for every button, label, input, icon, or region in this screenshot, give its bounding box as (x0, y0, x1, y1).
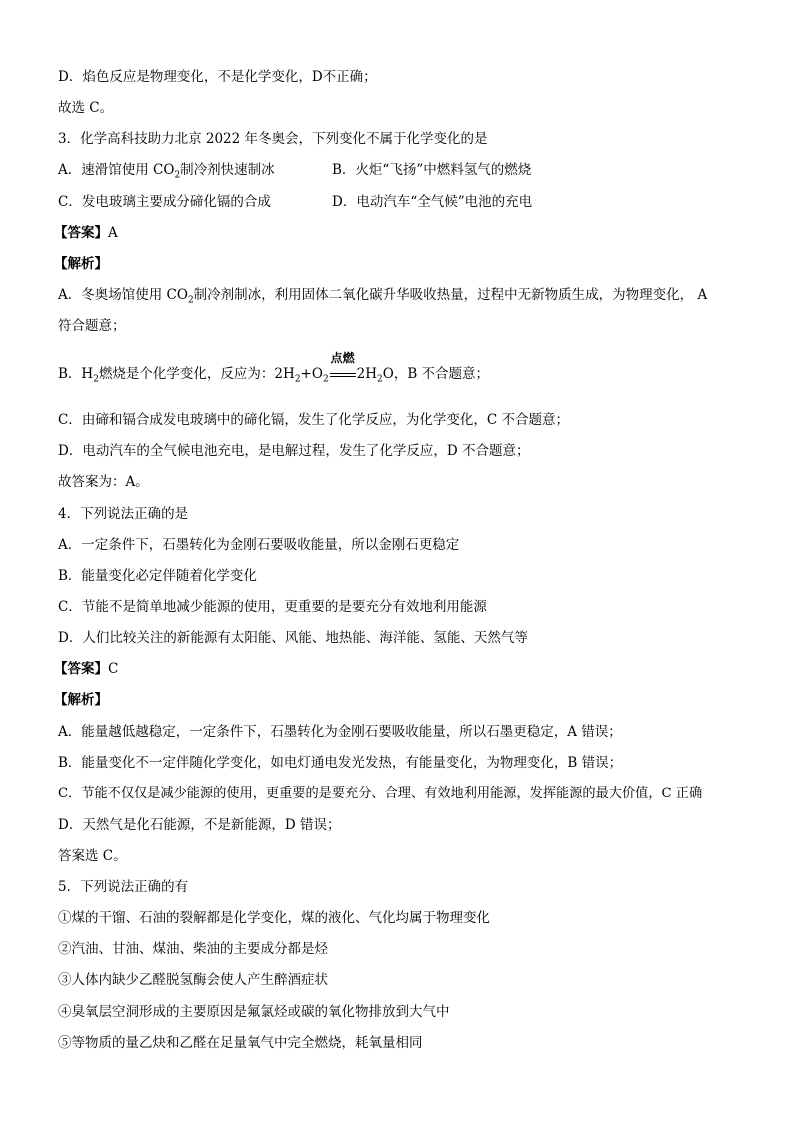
q5-statement-3: ③人体内缺少乙醛脱氢酶会使人产生醉酒症状 (58, 972, 328, 988)
q4-final-answer: 答案选 C。 (58, 848, 127, 864)
q4-explanation-b: B．能量变化不一定伴随化学变化，如电灯通电发光发热，有能量变化，为物理变化，B 错误； (58, 755, 623, 771)
q3-option-d: D．电动汽车“全气候”电池的充电 (332, 194, 533, 210)
q3-final-answer: 故答案为：A。 (58, 474, 149, 490)
q4-explanation-a: A．能量越低越稳定，一定条件下，石墨转化为金刚石要吸收能量，所以石墨更稳定，A 错误； (58, 724, 622, 740)
q3-explanation-d: D．电动汽车的全气候电池充电，是电解过程，发生了化学反应，D 不合题意； (58, 443, 530, 459)
q3-answer: 【答案】A (54, 225, 118, 241)
q3-option-a: A．速滑馆使用 $CO_2$制冷剂快速制冰 (58, 162, 275, 181)
question-5-stem: 5．下列说法正确的有 (58, 879, 189, 895)
q4-answer: 【答案】C (54, 661, 119, 677)
q4-option-d: D．人们比较关注的新能源有太阳能、风能、地热能、海洋能、氢能、天然气等 (58, 630, 528, 646)
question-4-stem: 4．下列说法正确的是 (58, 506, 189, 522)
q3-option-c: C．发电玻璃主要成分碲化镉的合成 (58, 194, 271, 210)
q5-statement-5: ⑤等物质的量乙炔和乙醛在足量氧气中完全燃烧，耗氧量相同 (58, 1035, 423, 1051)
q5-statement-1: ①煤的干馏、石油的裂解都是化学变化，煤的液化、气化均属于物理变化 (58, 910, 490, 926)
q4-explanation-d: D．天然气是化石能源，不是新能源，D 错误； (58, 817, 341, 833)
q4-option-a: A．一定条件下，石墨转化为金刚石要吸收能量，所以金刚石更稳定 (58, 537, 460, 553)
q5-statement-4: ④臭氧层空洞形成的主要原因是氟氯烃或碳的氧化物排放到大气中 (58, 1004, 450, 1020)
reaction-condition: 点燃 (329, 364, 357, 384)
q4-analysis-label: 【解析】 (54, 692, 108, 708)
q4-option-c: C．节能不是简单地减少能源的使用，更重要的是要充分有效地利用能源 (58, 599, 487, 615)
q3-explanation-a-cont: 符合题意； (58, 318, 126, 334)
text-line: 故选 C。 (58, 100, 114, 116)
q3-option-b: B．火炬“飞扬”中燃料氢气的燃烧 (332, 162, 532, 178)
q4-option-b: B．能量变化必定伴随着化学变化 (58, 568, 257, 584)
q3-analysis-label: 【解析】 (54, 256, 108, 272)
q4-explanation-c: C．节能不仅仅是减少能源的使用，更重要的是要充分、合理、有效地利用能源，发挥能源的最大价值，C 正确 (58, 786, 703, 801)
question-3-stem: 3．化学高科技助力北京 2022 年冬奥会，下列变化不属于化学变化的是 (58, 131, 488, 147)
q5-statement-2: ②汽油、甘油、煤油、柴油的主要成分都是烃 (58, 941, 328, 957)
q3-explanation-c: C．由碲和镉合成发电玻璃中的碲化镉，发生了化学反应，为化学变化，C 不合题意； (58, 412, 569, 428)
text-line: D．焰色反应是物理变化，不是化学变化，D不正确； (58, 69, 377, 85)
q3-explanation-b: B．$H_2$燃烧是个化学变化，反应为：$2H_2+O_2$ 点燃 $2H_2O$，B 不合题意； (58, 351, 490, 385)
q3-explanation-a: A．冬奥场馆使用 $CO_2$制冷剂制冰，利用固体二氧化碳升华吸收热量，过程中无新物质生成，为物理变化， A (58, 287, 708, 306)
